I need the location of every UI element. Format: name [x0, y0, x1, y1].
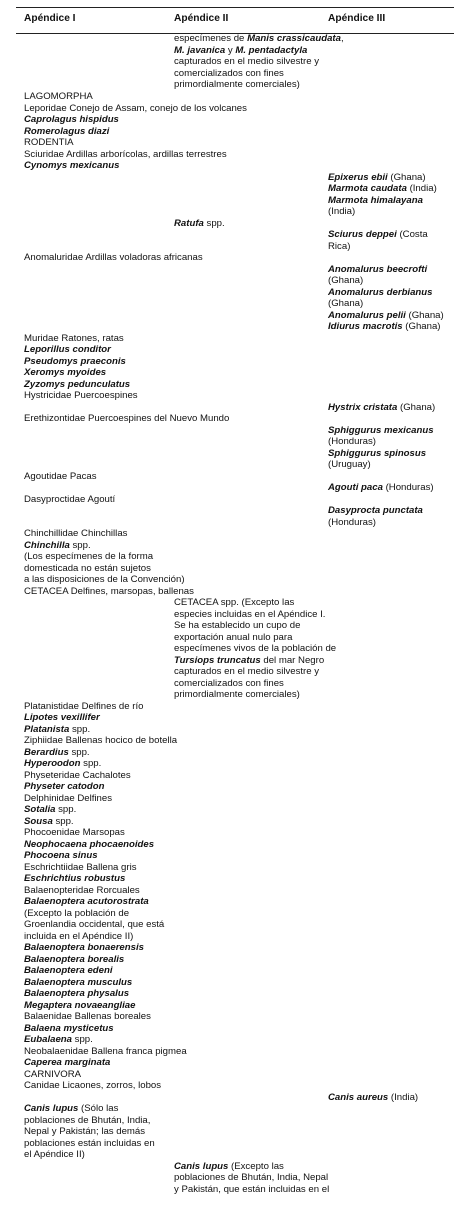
entry-text: spp.: [52, 815, 74, 827]
species-name: Eschrichtius robustus: [24, 873, 126, 884]
species-name: Megaptera novaeangliae: [24, 999, 136, 1011]
appendix-ii-line: [174, 68, 284, 80]
species-name: Anomalurus derbianus: [328, 286, 433, 298]
appendix-i-line: [24, 367, 106, 379]
entry-text: Hystricidae Puercoespines: [24, 390, 138, 401]
species-name: Sciurus deppei: [328, 229, 397, 240]
species-name: Canis lupus: [174, 1160, 229, 1172]
appendix-iii-line: [328, 287, 432, 299]
entry-text: capturados en el medio silvestre y: [174, 666, 320, 677]
appendix-ii-line: [174, 620, 300, 632]
appendix-iii-line: [328, 229, 428, 241]
species-name: Neophocaena phocaenoides: [24, 838, 155, 850]
appendix-ii-line: [174, 33, 344, 45]
appendix-iii-line: [328, 321, 441, 333]
appendix-i-line: [24, 873, 125, 885]
species-name: Phocoena sinus: [24, 850, 98, 861]
appendix-iii-line: [328, 206, 355, 218]
appendix-i-line: [24, 1149, 85, 1161]
appendix-i-line: [24, 908, 129, 920]
appendix-i-line: [24, 988, 129, 1000]
entry-text: spp.: [203, 217, 225, 229]
species-name: Balaenoptera physalus: [24, 988, 130, 999]
species-name: Dasyprocta punctata: [328, 505, 423, 516]
appendix-ii-line: [174, 1161, 284, 1173]
entry-text: Physeteridae Cachalotes: [24, 769, 131, 781]
entry-text: Delphinidae Delfines: [24, 792, 112, 804]
entry-text: (Excepto la población de: [24, 907, 130, 919]
appendix-iii-line: [328, 436, 376, 448]
appendix-iii-line: [328, 459, 371, 471]
appendix-i-line: [24, 758, 101, 770]
appendix-i-line: [24, 747, 90, 759]
appendix-iii-line: [328, 310, 444, 322]
entry-text: del mar Negro: [260, 654, 325, 666]
appendix-i-line: [24, 1080, 161, 1092]
entry-text: primordialmente comerciales): [174, 689, 300, 700]
species-name: Canis aureus: [328, 1091, 389, 1103]
appendix-i-line: [24, 1115, 150, 1127]
entry-text: CETACEA Delfines, marsopas, ballenas: [24, 585, 194, 597]
appendix-iii-line: [328, 448, 426, 460]
entry-text: y: [225, 44, 236, 56]
species-name: Epixerus ebii: [328, 171, 388, 183]
species-name: Leporillus conditor: [24, 344, 111, 355]
entry-text: domesticada no están sujetos: [24, 562, 151, 574]
species-name: Balaenoptera bonaerensis: [24, 942, 144, 953]
entry-text: comercializados con fines: [174, 677, 284, 689]
species-name: Balaenoptera musculus: [24, 976, 133, 988]
species-name: Balaena mysticetus: [24, 1022, 114, 1034]
entry-text: Neobalaenidae Ballena franca pigmea: [24, 1045, 187, 1057]
species-name: Sphiggurus spinosus: [328, 447, 427, 459]
appendix-iii-line: [328, 275, 363, 287]
appendix-i-line: [24, 862, 137, 874]
appendix-ii-line: [174, 666, 319, 678]
appendix-i-line: [24, 528, 127, 540]
species-name: Anomalurus beecrofti: [328, 263, 428, 275]
entry-text: poblaciones de Bhután, India,: [24, 1114, 151, 1126]
species-name: Sousa: [24, 815, 53, 827]
appendix-i-line: [24, 919, 164, 931]
entry-text: (Ghana): [328, 298, 364, 309]
appendix-i-line: [24, 379, 130, 391]
appendix-iii-line: [328, 517, 376, 529]
appendix-i-line: [24, 1069, 81, 1081]
entry-text: RODENTIA: [24, 137, 74, 148]
entry-text: spp.: [68, 746, 90, 758]
species-name: Zyzomys pedunculatus: [24, 378, 131, 390]
appendix-i-line: [24, 413, 229, 425]
entry-text: (Uruguay): [328, 459, 371, 470]
entry-text: Erethizontidae Puercoespines del Nuevo Mundo: [24, 413, 230, 424]
appendix-i-line: [24, 839, 154, 851]
entry-text: especímenes de: [174, 33, 248, 44]
entry-text: (Sólo las: [78, 1103, 119, 1114]
entry-text: Dasyproctidae Agoutí: [24, 493, 116, 505]
appendix-i-line: [24, 816, 74, 828]
appendix-ii-line: [174, 597, 294, 609]
species-name: Pseudomys praeconis: [24, 355, 126, 367]
entry-text: (Ghana): [402, 321, 441, 332]
entry-text: Sciuridae Ardillas arborícolas, ardillas terrestres: [24, 148, 227, 160]
species-name: Ratufa: [174, 217, 204, 229]
entry-text: Chinchillidae Chinchillas: [24, 528, 128, 539]
entry-text: a las disposiciones de la Convención): [24, 574, 185, 585]
appendix-i-line: [24, 804, 76, 816]
entry-text: primordialmente comerciales): [174, 79, 300, 90]
appendix-i-line: [24, 1138, 155, 1150]
appendix-i-line: [24, 333, 124, 345]
entry-text: spp.: [80, 758, 102, 769]
entry-text: Balaenopteridae Rorcuales: [24, 884, 140, 896]
entry-text: Se ha establecido un cupo de: [174, 620, 301, 631]
species-name: Xeromys myoides: [24, 367, 107, 378]
appendix-i-line: [24, 1034, 93, 1046]
entry-text: Rica): [328, 240, 351, 252]
entry-text: CARNIVORA: [24, 1068, 82, 1080]
species-name: Balaenoptera acutorostrata: [24, 896, 149, 907]
appendix-i-line: [24, 712, 100, 724]
appendix-iii-line: [328, 505, 423, 517]
appendix-i-line: [24, 1046, 187, 1058]
species-name: Caperea marginata: [24, 1057, 111, 1068]
entry-text: exportación anual nulo para: [174, 631, 293, 643]
entry-text: Leporidae Conejo de Assam, conejo de los volcanes: [24, 102, 247, 114]
entry-text: incluida en el Apéndice II): [24, 930, 134, 942]
entry-text: (Ghana): [397, 401, 436, 413]
species-name: Hystrix cristata: [328, 401, 398, 413]
appendix-iii-line: [328, 482, 434, 494]
entry-text: (Costa: [396, 229, 428, 240]
appendix-ii-line: [174, 1184, 329, 1196]
appendix-i-line: [24, 827, 125, 839]
header-appendix-ii: Apéndice II: [174, 13, 229, 24]
entry-text: CETACEA spp. (Excepto las: [174, 597, 295, 608]
entry-text: Muridae Ratones, ratas: [24, 332, 124, 344]
appendix-ii-line: [174, 689, 300, 701]
appendix-i-line: [24, 770, 131, 782]
appendix-i-line: [24, 1023, 114, 1035]
entry-text: Platanistidae Delfines de río: [24, 700, 144, 712]
header-appendix-i: Apéndice I: [24, 13, 76, 24]
appendix-i-line: [24, 563, 151, 575]
appendix-i-line: [24, 931, 133, 943]
entry-text: comercializados con fines: [174, 67, 284, 79]
appendix-i-line: [24, 724, 90, 736]
species-name: Manis crassicaudata: [247, 33, 341, 44]
entry-text: (Ghana): [405, 309, 444, 321]
entry-text: el Apéndice II): [24, 1149, 85, 1160]
appendix-ii-line: [174, 655, 324, 667]
appendix-i-line: [24, 586, 194, 598]
appendix-i-line: [24, 574, 185, 586]
appendix-ii-line: [174, 56, 319, 68]
appendix-i-line: [24, 942, 144, 954]
entry-text: Eschrichtiidae Ballena gris: [24, 861, 137, 873]
appendix-i-line: [24, 1011, 151, 1023]
entry-text: Ziphiidae Ballenas hocico de botella: [24, 735, 178, 746]
appendix-i-line: [24, 954, 124, 966]
appendix-i-line: [24, 965, 113, 977]
entry-text: Groenlandia occidental, que está: [24, 919, 165, 930]
species-name: Agouti paca: [328, 482, 383, 493]
appendix-i-line: [24, 149, 227, 161]
entry-text: spp.: [55, 804, 77, 815]
appendix-ii-line: [174, 218, 225, 230]
species-name: Sotalia: [24, 804, 56, 815]
appendix-i-line: [24, 494, 115, 506]
appendix-i-line: [24, 471, 97, 483]
species-name: Marmota caudata: [328, 183, 407, 194]
species-name: Platanista: [24, 723, 70, 735]
appendix-i-line: [24, 114, 119, 126]
appendix-i-line: [24, 1057, 110, 1069]
appendix-i-line: [24, 551, 153, 563]
appendix-ii-line: [174, 678, 284, 690]
entry-text: (Ghana): [328, 275, 364, 286]
entry-text: (Honduras): [328, 516, 376, 528]
species-name: Anomalurus pelii: [328, 309, 406, 321]
appendix-i-line: [24, 356, 126, 368]
entry-text: Nepal y Pakistán; las demás: [24, 1126, 146, 1137]
appendix-i-line: [24, 252, 203, 264]
appendix-iii-line: [328, 1092, 418, 1104]
appendix-ii-line: [174, 609, 325, 621]
appendix-i-line: [24, 735, 177, 747]
entry-text: (India): [406, 183, 437, 194]
appendix-i-line: [24, 850, 98, 862]
appendix-iii-line: [328, 195, 423, 207]
species-name: Romerolagus diazi: [24, 125, 110, 137]
species-name: Tursiops truncatus: [174, 654, 261, 666]
entry-text: (Los especímenes de la forma: [24, 551, 154, 562]
entry-text: (Excepto las: [228, 1160, 284, 1172]
entry-text: Balaenidae Ballenas boreales: [24, 1011, 151, 1022]
species-name: Lipotes vexillifer: [24, 712, 100, 723]
appendix-iii-line: [328, 425, 434, 437]
entry-text: spp.: [72, 1034, 93, 1045]
appendix-i-line: [24, 896, 149, 908]
entry-text: spp.: [69, 723, 91, 735]
entry-text: (India): [328, 206, 356, 217]
appendix-ii-line: [174, 79, 300, 91]
appendix-i-line: [24, 137, 74, 149]
entry-text: especies incluidas en el Apéndice I.: [174, 608, 326, 620]
entry-text: especímenes vivos de la población de: [174, 643, 337, 654]
species-name: Cynomys mexicanus: [24, 160, 120, 171]
entry-text: (India): [388, 1091, 419, 1103]
appendix-i-line: [24, 344, 111, 356]
entry-text: (Honduras): [382, 482, 434, 493]
entry-text: LAGOMORPHA: [24, 91, 93, 102]
appendix-iii-line: [328, 241, 350, 253]
appendix-ii-line: [174, 632, 292, 644]
appendix-i-line: [24, 793, 112, 805]
entry-text: (Ghana): [387, 171, 426, 183]
appendix-iii-line: [328, 298, 363, 310]
entry-text: (Honduras): [328, 436, 376, 447]
species-name: Sphiggurus mexicanus: [328, 424, 434, 436]
appendix-i-line: [24, 885, 140, 897]
species-name: Physeter catodon: [24, 781, 105, 792]
entry-text: spp.: [69, 539, 91, 551]
appendix-i-line: [24, 91, 93, 103]
species-name: Balaenoptera borealis: [24, 953, 125, 965]
appendix-i-line: [24, 160, 119, 172]
appendix-i-line: [24, 1126, 145, 1138]
entry-text: Anomaluridae Ardillas voladoras africanas: [24, 252, 203, 263]
species-name: Idiurus macrotis: [328, 321, 403, 332]
species-name: Hyperoodon: [24, 758, 81, 769]
species-name: Canis lupus: [24, 1103, 79, 1114]
appendix-i-line: [24, 126, 109, 138]
species-name: M. pentadactyla: [235, 44, 308, 56]
species-name: Balaenoptera edeni: [24, 965, 113, 976]
entry-text: Canidae Licaones, zorros, lobos: [24, 1080, 162, 1091]
species-name: Berardius: [24, 746, 69, 758]
species-name: M. javanica: [174, 44, 226, 56]
entry-text: capturados en el medio silvestre y: [174, 56, 320, 67]
species-name: Marmota himalayana: [328, 194, 423, 206]
appendix-iii-line: [328, 183, 437, 195]
header-appendix-iii: Apéndice III: [328, 13, 386, 24]
species-name: Caprolagus hispidus: [24, 114, 119, 125]
species-name: Eubalaena: [24, 1034, 72, 1045]
appendix-iii-line: [328, 172, 426, 184]
appendix-ii-line: [174, 1172, 328, 1184]
appendix-iii-line: [328, 264, 427, 276]
entry-text: Phocoenidae Marsopas: [24, 827, 125, 838]
entry-text: Agoutidae Pacas: [24, 470, 97, 482]
appendix-i-line: [24, 1000, 135, 1012]
appendix-i-line: [24, 701, 143, 713]
appendix-i-line: [24, 103, 247, 115]
appendix-ii-line: [174, 45, 307, 57]
entry-text: poblaciones de Bhután, India, Nepal: [174, 1172, 329, 1183]
species-name: Chinchilla: [24, 539, 70, 551]
appendix-i-line: [24, 540, 91, 552]
entry-text: y Pakistán, que están incluidas en el: [174, 1183, 330, 1195]
entry-text: ,: [340, 33, 344, 44]
appendix-i-line: [24, 390, 138, 402]
appendix-ii-line: [174, 643, 336, 655]
entry-text: poblaciones están incluidas en: [24, 1137, 155, 1149]
appendix-i-line: [24, 1103, 118, 1115]
appendix-iii-line: [328, 402, 435, 414]
appendix-i-line: [24, 781, 105, 793]
appendix-i-line: [24, 977, 132, 989]
